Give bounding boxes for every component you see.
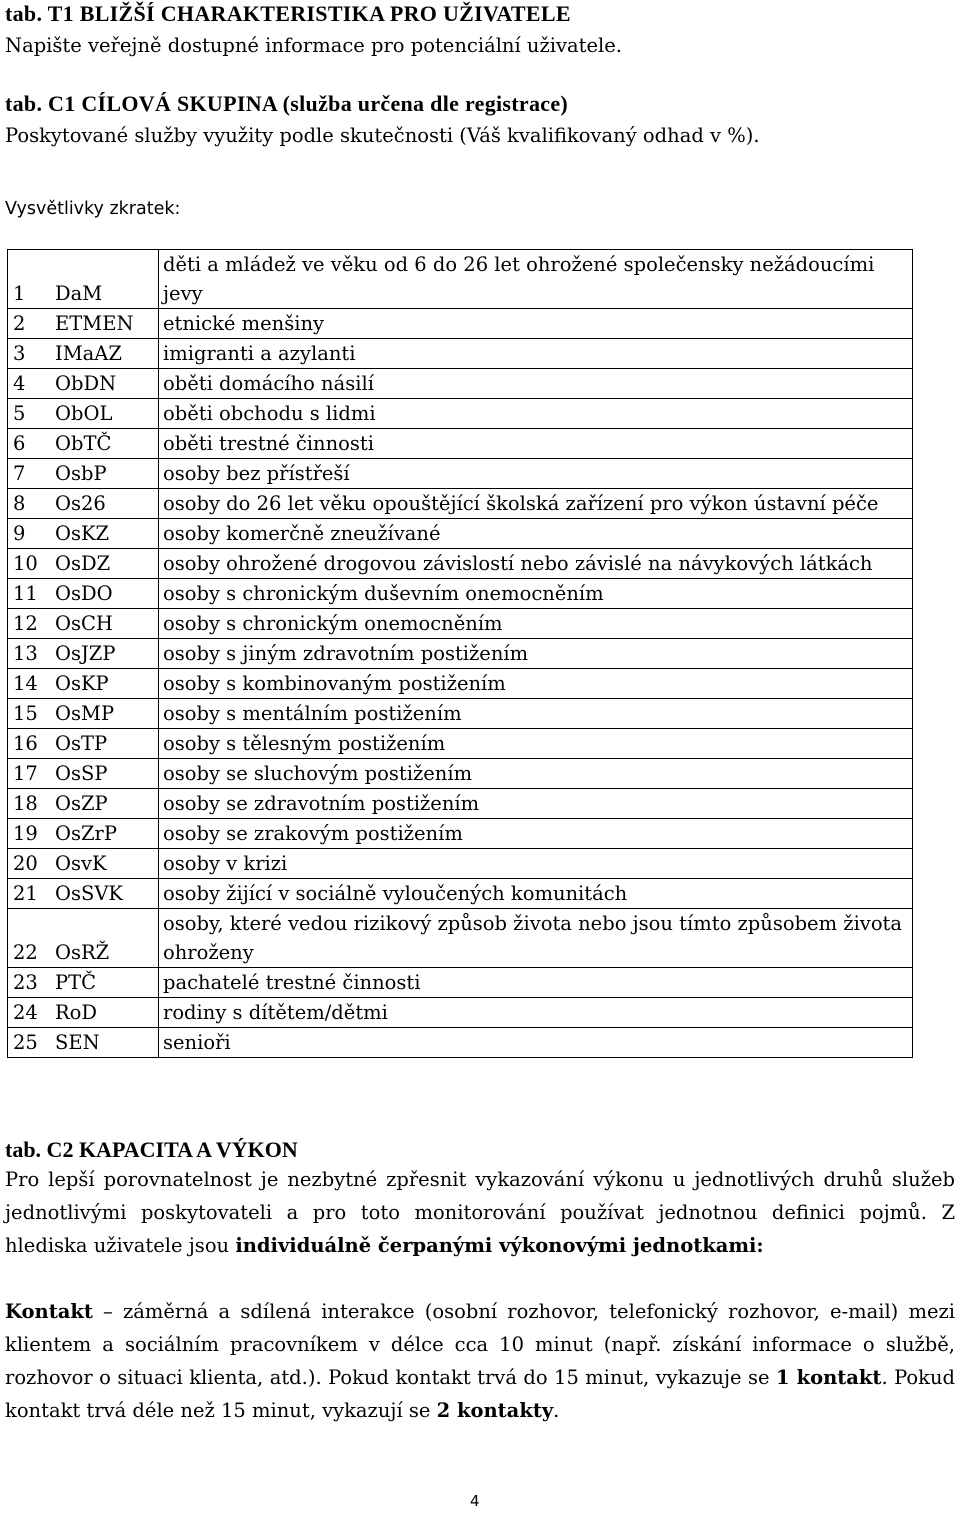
- cell-num: 9: [8, 519, 56, 549]
- abbreviation-table: [7, 249, 913, 1058]
- cell-code: OsTP: [55, 729, 159, 759]
- cell-code: Os26: [55, 489, 159, 519]
- cell-code: OsJZP: [55, 639, 159, 669]
- cell-desc: pachatelé trestné činnosti: [159, 968, 913, 998]
- cell-num: 22: [8, 909, 56, 968]
- table-row: [8, 1028, 913, 1058]
- cell-num: 10: [8, 549, 56, 579]
- cell-desc: osoby ohrožené drogovou závislostí nebo závislé na návykových látkách: [159, 549, 913, 579]
- cell-desc: oběti domácího násilí: [159, 369, 913, 399]
- c2-paragraph-2: Kontakt – záměrná a sdílená interakce (osobní rozhovor, telefonický rozhovor, e-mail) mezi klientem a sociálním pracovníkem v délce cca 10 minut (např. získání informace o službě, rozhovor o situaci klienta, atd.). Pokud kontakt trvá do 15 minut, vykazuje se 1 kontakt. Pokud kontakt trvá déle než 15 minut, vykazují se 2 kontakty.: [5, 1300, 956, 1422]
- cell-code: OsbP: [55, 459, 159, 489]
- table-row: [8, 639, 913, 669]
- cell-code: OsKZ: [55, 519, 159, 549]
- cell-num: 7: [8, 459, 56, 489]
- cell-code: ETMEN: [55, 309, 159, 339]
- table-row: [8, 549, 913, 579]
- cell-desc: osoby se sluchovým postižením: [159, 759, 913, 789]
- cell-num: 19: [8, 819, 56, 849]
- cell-code: PTČ: [55, 968, 159, 998]
- cell-desc: rodiny s dítětem/dětmi: [159, 998, 913, 1028]
- cell-desc: osoby s tělesným postižením: [159, 729, 913, 759]
- page-number: 4: [470, 1492, 480, 1510]
- c1-subtitle: Poskytované služby využity podle skutečnosti (Váš kvalifikovaný odhad v %).: [5, 124, 760, 147]
- table-row: [8, 519, 913, 549]
- cell-num: 6: [8, 429, 56, 459]
- cell-desc: osoby s chronickým onemocněním: [159, 609, 913, 639]
- cell-num: 25: [8, 1028, 56, 1058]
- cell-num: 12: [8, 609, 56, 639]
- table-row: [8, 309, 913, 339]
- table-row: [8, 819, 913, 849]
- cell-num: 21: [8, 879, 56, 909]
- cell-desc: osoby s jiným zdravotním postižením: [159, 639, 913, 669]
- cell-code: OsDO: [55, 579, 159, 609]
- table-row: [8, 849, 913, 879]
- table-row: [8, 998, 913, 1028]
- cell-num: 2: [8, 309, 56, 339]
- table-row: [8, 968, 913, 998]
- table-row: [8, 459, 913, 489]
- cell-desc: osoby, které vedou rizikový způsob života nebo jsou tímto způsobem života ohroženy: [159, 909, 913, 968]
- cell-code: DaM: [55, 250, 159, 309]
- cell-desc: imigranti a azylanti: [159, 339, 913, 369]
- cell-desc: osoby žijící v sociálně vyloučených komunitách: [159, 879, 913, 909]
- table-row: [8, 879, 913, 909]
- cell-code: ObDN: [55, 369, 159, 399]
- cell-desc: osoby s kombinovaným postižením: [159, 669, 913, 699]
- cell-code: ObOL: [55, 399, 159, 429]
- table-row: [8, 759, 913, 789]
- table-row: [8, 609, 913, 639]
- cell-desc: osoby se zdravotním postižením: [159, 789, 913, 819]
- cell-num: 23: [8, 968, 56, 998]
- table-row: [8, 789, 913, 819]
- cell-desc: senioři: [159, 1028, 913, 1058]
- cell-desc: osoby v krizi: [159, 849, 913, 879]
- cell-num: 5: [8, 399, 56, 429]
- cell-code: OsvK: [55, 849, 159, 879]
- table-row: [8, 729, 913, 759]
- cell-desc: osoby s mentálním postižením: [159, 699, 913, 729]
- cell-num: 18: [8, 789, 56, 819]
- cell-num: 1: [8, 250, 56, 309]
- cell-desc: osoby do 26 let věku opouštějící školská zařízení pro výkon ústavní péče: [159, 489, 913, 519]
- cell-num: 24: [8, 998, 56, 1028]
- c2-paragraph-1: Pro lepší porovnatelnost je nezbytné zpřesnit vykazování výkonu u jednotlivých druhů služeb jednotlivými poskytovateli a pro toto monitorování používat jednotnou definici pojmů. Z hlediska uživatele jsou individuálně čerpanými výkonovými jednotkami:: [5, 1168, 955, 1257]
- cell-code: ObTČ: [55, 429, 159, 459]
- cell-code: OsDZ: [55, 549, 159, 579]
- cell-code: OsSVK: [55, 879, 159, 909]
- table-row: [8, 429, 913, 459]
- cell-num: 4: [8, 369, 56, 399]
- cell-desc: etnické menšiny: [159, 309, 913, 339]
- cell-code: OsCH: [55, 609, 159, 639]
- cell-num: 11: [8, 579, 56, 609]
- cell-num: 13: [8, 639, 56, 669]
- cell-code: OsMP: [55, 699, 159, 729]
- cell-desc: děti a mládež ve věku od 6 do 26 let ohrožené společensky nežádoucími jevy: [159, 250, 913, 309]
- cell-code: SEN: [55, 1028, 159, 1058]
- cell-desc: osoby bez přístřeší: [159, 459, 913, 489]
- cell-code: OsKP: [55, 669, 159, 699]
- cell-code: OsSP: [55, 759, 159, 789]
- cell-num: 14: [8, 669, 56, 699]
- cell-code: IMaAZ: [55, 339, 159, 369]
- cell-num: 3: [8, 339, 56, 369]
- table-row: [8, 699, 913, 729]
- table-row: [8, 339, 913, 369]
- c2-title: tab. C2 KAPACITA A VÝKON: [5, 1137, 298, 1162]
- cell-desc: osoby komerčně zneužívané: [159, 519, 913, 549]
- cell-desc: oběti obchodu s lidmi: [159, 399, 913, 429]
- cell-code: OsZP: [55, 789, 159, 819]
- table-row: [8, 399, 913, 429]
- table-row: [8, 489, 913, 519]
- cell-code: RoD: [55, 998, 159, 1028]
- cell-code: OsRŽ: [55, 909, 159, 968]
- cell-desc: osoby se zrakovým postižením: [159, 819, 913, 849]
- cell-num: 16: [8, 729, 56, 759]
- t1-title: tab. T1 BLIŽŠÍ CHARAKTERISTIKA PRO UŽIVATELE: [5, 1, 571, 26]
- t1-subtitle: Napište veřejně dostupné informace pro potenciální uživatele.: [5, 34, 622, 57]
- cell-num: 17: [8, 759, 56, 789]
- table-row: [8, 669, 913, 699]
- table-row: [8, 579, 913, 609]
- cell-num: 15: [8, 699, 56, 729]
- cell-desc: osoby s chronickým duševním onemocněním: [159, 579, 913, 609]
- table-row: [8, 250, 913, 309]
- cell-code: OsZrP: [55, 819, 159, 849]
- table-row: [8, 909, 913, 968]
- c1-title: tab. C1 CÍLOVÁ SKUPINA (služba určena dle registrace): [5, 91, 569, 116]
- table-row: [8, 369, 913, 399]
- contact-term: Kontakt: [5, 1300, 93, 1323]
- cell-num: 8: [8, 489, 56, 519]
- legend-label: Vysvětlivky zkratek:: [5, 199, 181, 219]
- c2-units-heading: individuálně čerpanými výkonovými jednotkami:: [235, 1234, 764, 1257]
- cell-desc: oběti trestné činnosti: [159, 429, 913, 459]
- cell-num: 20: [8, 849, 56, 879]
